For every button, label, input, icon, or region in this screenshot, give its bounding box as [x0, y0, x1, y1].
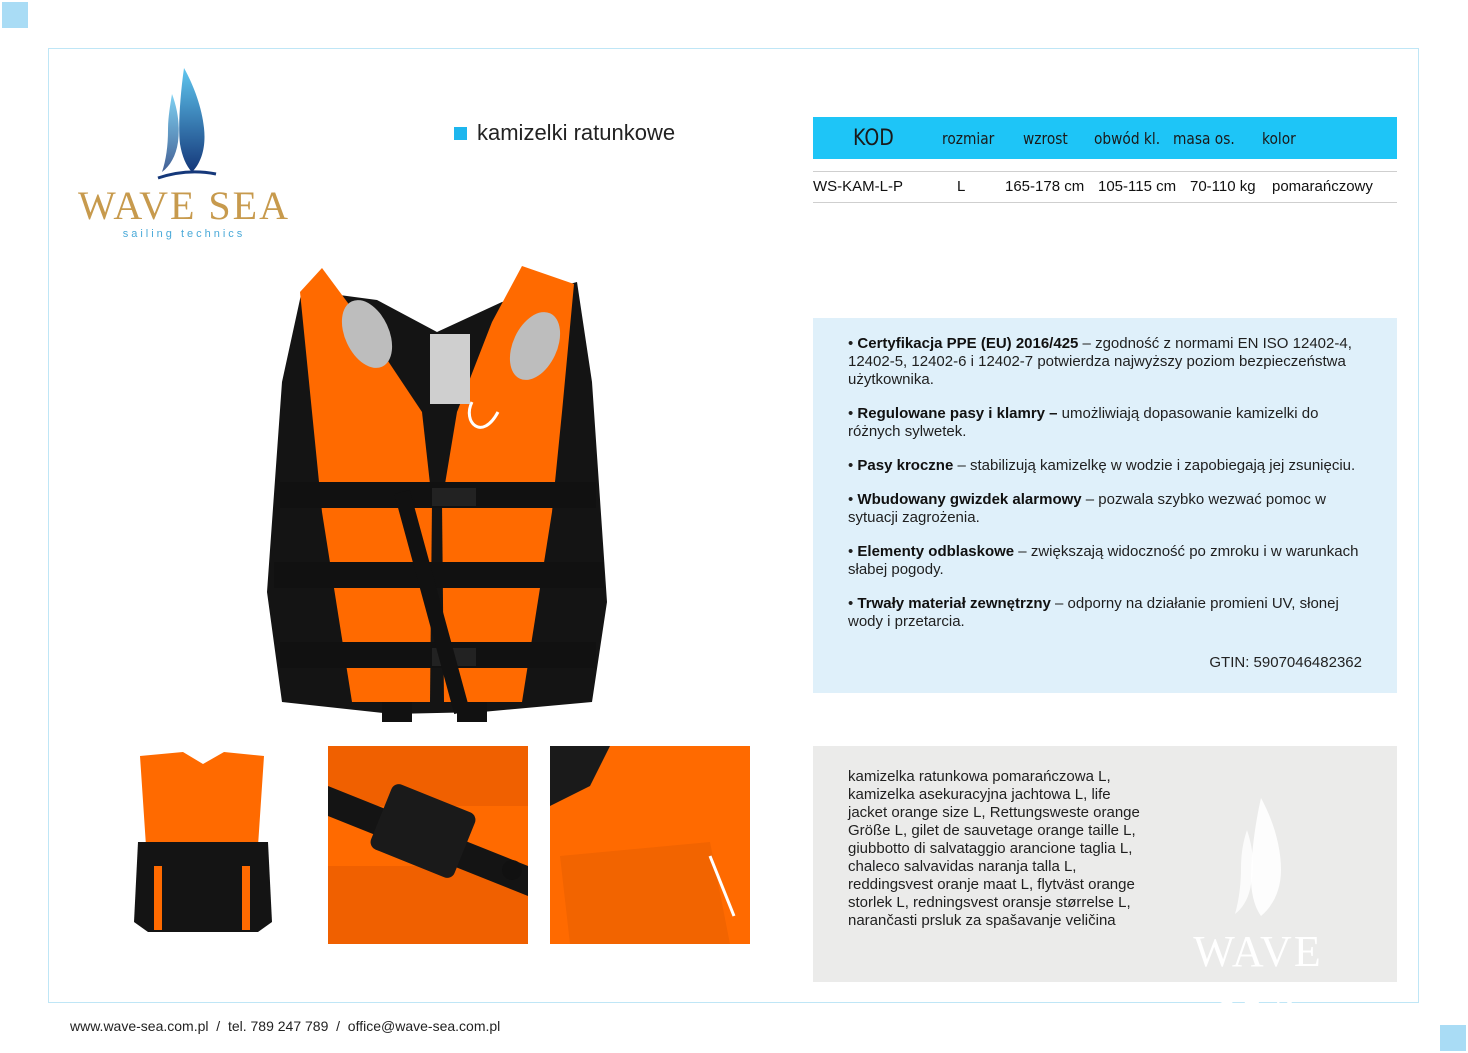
cell-kolor: pomarańczowy — [1272, 178, 1373, 195]
cell-kod: WS-KAM-L-P — [813, 178, 903, 195]
brand-tagline: sailing technics — [122, 228, 246, 240]
header-rozmiar: rozmiar — [942, 129, 995, 148]
footer-contact: www.wave-sea.com.pl / tel. 789 247 789 / office@wave-sea.com.pl — [70, 1018, 501, 1034]
gtin-code: GTIN: 5907046482362 — [1209, 654, 1362, 671]
corner-mark — [2, 2, 28, 28]
product-image-fabric — [550, 746, 750, 944]
product-image-buckle — [328, 746, 528, 944]
category-heading — [454, 120, 675, 146]
feature-title: Regulowane pasy i klamry – — [857, 405, 1058, 422]
sail-logo-icon — [76, 66, 292, 184]
cell-masa: 70-110 kg — [1190, 178, 1256, 195]
feature-text: – odporny na działanie promieni UV, słonej wody i przetarcia. — [848, 595, 1339, 630]
corner-mark — [1440, 1025, 1466, 1051]
brand-logo — [76, 66, 292, 246]
product-image-back — [128, 746, 278, 944]
header-kolor: kolor — [1262, 129, 1296, 148]
spec-table-header — [813, 117, 1397, 159]
feature-title: Trwały materiał zewnętrzny — [857, 595, 1051, 612]
feature-title: Certyfikacja PPE (EU) 2016/425 — [857, 335, 1079, 352]
feature-text: – zwiększają widoczność po zmroku i w warunkach słabej pogody. — [848, 543, 1359, 578]
keywords-panel — [813, 746, 1397, 1027]
cell-wzrost: 165-178 cm — [1005, 178, 1085, 195]
feature-item: • Trwały materiał zewnętrzny – odporny na działanie promieni UV, słonej wody i przetarcia. — [848, 595, 1339, 630]
feature-title: Pasy kroczne — [857, 457, 954, 474]
feature-title: Wbudowany gwizdek alarmowy — [857, 491, 1082, 508]
header-masa: masa os. — [1173, 129, 1235, 148]
header-obwod: obwód kl. — [1094, 129, 1161, 148]
cell-rozmiar: L — [957, 178, 966, 195]
feature-text: – pozwala szybko wezwać pomoc w sytuacji zagrożenia. — [848, 491, 1326, 526]
brand-name: WAVE SEA — [78, 183, 290, 228]
header-kod: KOD — [853, 126, 894, 151]
feature-text: – zgodność z normami EN ISO 12402-4, 12402-5, 12402-6 i 12402-7 potwierdza najwyższy poziom bezpieczeństwa użytkownika. — [848, 335, 1352, 388]
square-bullet-icon — [454, 127, 467, 140]
feature-item: • Regulowane pasy i klamry – umożliwiają dopasowanie kamizelki do różnych sylwetek. — [848, 405, 1319, 440]
keywords-text: kamizelka ratunkowa pomarańczowa L, kamizelka asekuracyjna jachtowa L, life jacket orange size L, Rettungsweste orange Größe L, gilet de sauvetage orange taille L, giubbotto di salvataggio arancione taglia L, chaleco salvavidas naranja talla L, reddingsvest oranje maat L, flytväst orange storlek L, redningsvest oransje størrelse L, narančasti prsluk za spašavanje veličina — [848, 768, 1140, 929]
cell-obwod: 105-115 cm — [1098, 178, 1177, 195]
product-image-front — [262, 262, 612, 728]
table-row — [813, 171, 1397, 203]
feature-item: • Pasy kroczne – stabilizują kamizelkę w wodzie i zapobiegają jej zsunięciu. — [848, 457, 1356, 474]
watermark-logo — [1143, 794, 1373, 1027]
feature-item: • Elementy odblaskowe – zwiększają widoczność po zmroku i w warunkach słabej pogody. — [848, 543, 1359, 578]
feature-item: • Certyfikacja PPE (EU) 2016/425 – zgodność z normami EN ISO 12402-4, 12402-5, 12402-6 i 12402-7 potwierdza najwyższy poziom bezpieczeństwa użytkownika. — [848, 335, 1352, 388]
header-wzrost: wzrost — [1023, 129, 1068, 148]
category-title: kamizelki ratunkowe — [477, 120, 676, 145]
sail-watermark-icon — [1143, 794, 1373, 924]
feature-title: Elementy odblaskowe — [857, 543, 1015, 560]
features-panel — [813, 318, 1397, 693]
watermark-text: WAVE SEA — [1193, 927, 1323, 1027]
feature-text: – stabilizują kamizelkę w wodzie i zapobiegają jej zsunięciu. — [953, 457, 1356, 474]
feature-item: • Wbudowany gwizdek alarmowy – pozwala szybko wezwać pomoc w sytuacji zagrożenia. — [848, 491, 1326, 526]
feature-text: umożliwiają dopasowanie kamizelki do różnych sylwetek. — [848, 405, 1319, 440]
